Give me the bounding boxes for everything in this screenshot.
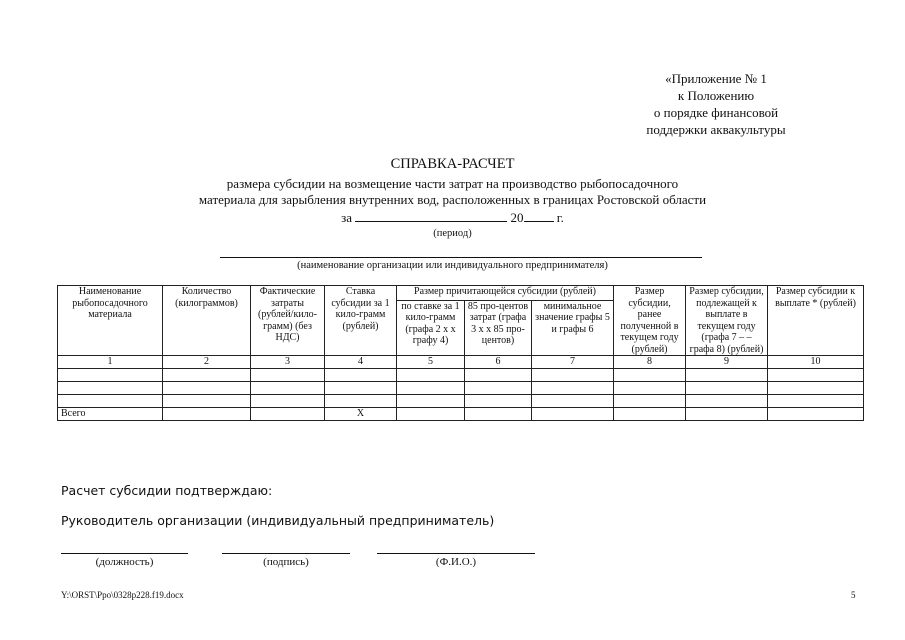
file-path: Y:\ORST\Ppo\0328p228.f19.docx (61, 590, 184, 600)
confirmation-text: Расчет субсидии подтверждаю: (61, 483, 273, 498)
column-number: 4 (325, 356, 397, 369)
subtitle-line: материала для зарыбления внутренних вод, расположенных в границах Ростовской области (198, 191, 707, 207)
period-suffix: г. (556, 210, 564, 225)
header-previously-received: Размер субсидии, ранее полученной в текущем году (рублей) (614, 286, 686, 356)
period-year-prefix: 20 (510, 210, 524, 225)
period-caption: (период) (433, 228, 472, 239)
subsidy-calculation-table (57, 285, 864, 421)
period-prefix: за (341, 210, 353, 225)
organization-caption: (наименование организации или индивидуального предпринимателя) (297, 260, 608, 271)
appendix-line: поддержки аквакультуры (646, 122, 786, 137)
document-subtitle (0, 176, 905, 207)
table-row (58, 395, 864, 408)
document-title: СПРАВКА-РАСЧЕТ (390, 156, 515, 172)
organization-name-line (220, 257, 702, 258)
column-number: 8 (614, 356, 686, 369)
column-number: 9 (686, 356, 768, 369)
column-number: 1 (58, 356, 163, 369)
header-minimum-value: минимальное значение графы 5 и графы 6 (532, 300, 614, 355)
table-header-row (58, 286, 864, 301)
appendix-reference (601, 70, 831, 138)
head-of-organization-text: Руководитель организации (индивидуальный предприниматель) (61, 513, 495, 528)
signature-name-field (377, 553, 535, 568)
column-number: 10 (768, 356, 864, 369)
appendix-line: о порядке финансовой (653, 105, 779, 120)
appendix-line: к Положению (677, 88, 755, 103)
column-number-row (58, 356, 864, 369)
header-payable-current-year: Размер субсидии, подлежащей к выплате в текущем году (графа 7 – – графа 8) (рублей) (686, 286, 768, 356)
header-due-subsidy-group: Размер причитающейся субсидии (рублей) (397, 286, 614, 301)
header-quantity: Количество (килограммов) (163, 286, 251, 356)
table-row (58, 369, 864, 382)
header-85-percent: 85 про-центов затрат (графа 3 х х 85 про-центов) (465, 300, 532, 355)
column-number: 3 (251, 356, 325, 369)
table-row (58, 382, 864, 395)
subtitle-line: размера субсидии на возмещение части затрат на производство рыбопосадочного (226, 176, 679, 191)
header-actual-costs: Фактические затраты (рублей/кило-грамм) (без НДС) (251, 286, 325, 356)
signature-caption: (подпись) (263, 556, 309, 568)
total-label: Всего (58, 408, 163, 421)
header-material-name: Наименование рыбопосадочного материала (58, 286, 163, 356)
period-year-blank (524, 209, 554, 222)
header-by-rate: по ставке за 1 кило-грамм (графа 2 х х графу 4) (397, 300, 465, 355)
name-caption: (Ф.И.О.) (435, 556, 477, 568)
period-blank (355, 209, 507, 222)
signature-position-field (61, 553, 188, 568)
page-number: 5 (851, 590, 856, 600)
signature-signature-field (222, 553, 350, 568)
total-rate-mark: Х (325, 408, 397, 421)
column-number: 6 (465, 356, 532, 369)
total-row (58, 408, 864, 421)
appendix-line: «Приложение № 1 (665, 71, 767, 86)
column-number: 5 (397, 356, 465, 369)
column-number: 7 (532, 356, 614, 369)
position-caption: (должность) (95, 556, 154, 568)
header-subsidy-rate: Ставка субсидии за 1 кило-грамм (рублей) (325, 286, 397, 356)
period-line (0, 209, 905, 226)
column-number: 2 (163, 356, 251, 369)
header-payable-subsidy: Размер субсидии к выплате * (рублей) (768, 286, 864, 356)
